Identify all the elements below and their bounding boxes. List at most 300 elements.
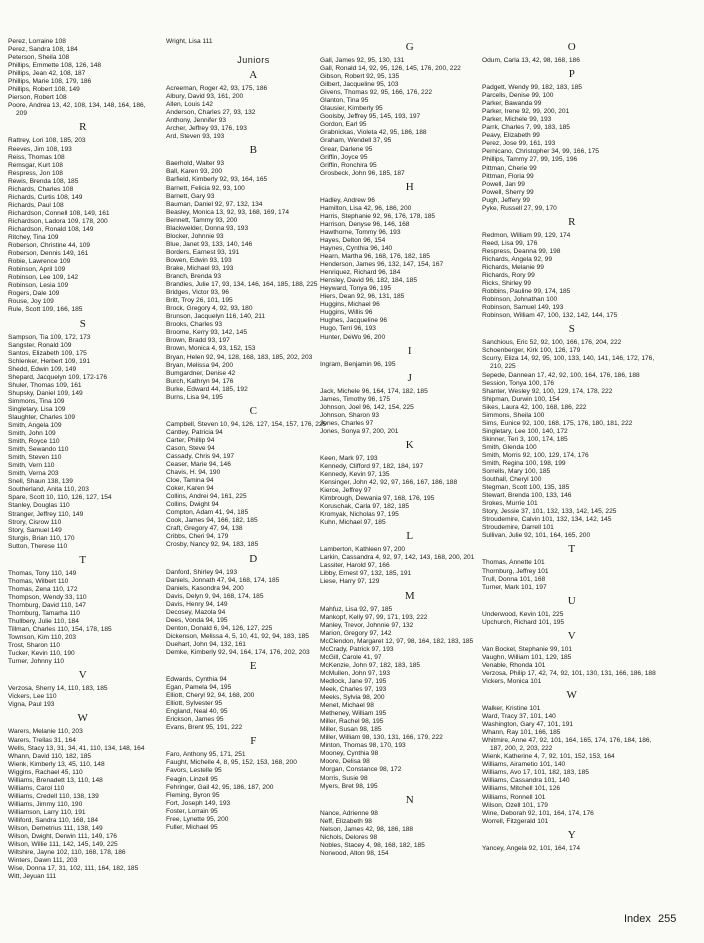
index-entry: Wienk, Katherine 4, 7, 92, 101, 152, 153, 164: [482, 753, 615, 761]
index-entry: Huggins, Willis 96: [320, 309, 373, 317]
index-entry: Witt, Jeyuan 111: [8, 873, 57, 881]
index-entry: Smith, Vern 110: [8, 462, 55, 470]
index-entry: Perez, Sandra 108, 184: [8, 46, 78, 54]
index-entry: Griffin, Ronchira 95: [320, 161, 377, 169]
index-entry: Borders, Earnest 93, 191: [166, 248, 240, 256]
index-entry: Pittman, Cherie 99: [482, 164, 537, 172]
index-entry: Warers, Trellas 31, 164: [8, 736, 76, 744]
index-entry: Archer, Jeffrey 93, 176, 193: [166, 125, 247, 133]
index-entry: Wilson, Demetrius 111, 138, 149: [8, 825, 103, 833]
index-entry: Moore, Delisa 98: [320, 758, 370, 766]
index-entry: Nance, Adrienne 98: [320, 809, 378, 817]
index-entry: Williams, Ronnell 101: [482, 793, 546, 801]
index-entry: Smith, Sewando 110: [8, 446, 69, 454]
index-entry: Hearn, Martha 96, 168, 176, 182, 185: [320, 253, 430, 261]
index-entry: Haynes, Cynthia 96, 140: [320, 244, 393, 252]
index-entry: Gordon, Earl 95: [320, 121, 367, 129]
index-entry: Whann, David 110, 182, 185: [8, 752, 92, 760]
index-entry: Johnson, Sharon 93: [320, 411, 380, 419]
index-entry: Koruschak, Carla 97, 182, 185: [320, 503, 410, 511]
index-entry: Kensinger, John 42, 92, 97, 166, 167, 186, 188: [320, 479, 458, 487]
index-entry: Ward, Tracy 37, 101, 140: [482, 713, 556, 721]
index-entry: Bryan, Melissa 94, 200: [166, 361, 234, 369]
index-entry: Branch, Brenda 93: [166, 273, 221, 281]
index-entry: Stranger, Jeffrey 110, 149: [8, 510, 84, 518]
index-entry: Williams, Airametio 101, 140: [482, 761, 566, 769]
index-entry: Thornburg, Tamarha 110: [8, 610, 80, 617]
index-entry: Nelson, James 42, 98, 186, 188: [320, 825, 414, 833]
index-entry: Hiers, Dean 92, 96, 131, 185: [320, 293, 405, 301]
index-entry: Crosby, Nancy 92, 94, 183, 185: [166, 541, 259, 549]
index-column-4: [482, 38, 662, 853]
index-entry: Scurry, Eliza 14, 92, 95, 100, 133, 140, 141, 146, 172, 176, 210, 225: [482, 355, 655, 371]
index-entry: Brandies, Julie 17, 93, 134, 146, 164, 185, 188, 225: [166, 281, 318, 289]
index-entry: Richards, Paul 108: [8, 201, 64, 209]
index-entry: Cook, James 94, 166, 182, 185: [166, 517, 258, 525]
index-entry: Parker, Michele 99, 193: [482, 116, 552, 124]
index-entry: Davis, Delyn 9, 94, 168, 174, 185: [166, 592, 264, 600]
index-entry: Washington, Gary 47, 101, 191: [482, 721, 574, 729]
index-entry: Huggins, Michael 96: [320, 301, 380, 309]
section-letter-heading: B: [249, 144, 258, 157]
index-entry: Phillips, Robert 108, 149: [8, 86, 80, 94]
index-entry: Gall, Ronald 14, 92, 95, 126, 145, 176, 200, 222: [320, 65, 461, 73]
index-entry: Hamilton, Lisa 42, 96, 186, 200: [320, 204, 412, 212]
section-letter-heading: S: [79, 317, 87, 330]
index-entry: Stroudemire, Darrell 101: [482, 524, 554, 532]
index-entry: Sampson, Tia 109, 172, 173: [8, 333, 91, 341]
index-entry: Feagin, Linzell 95: [166, 775, 218, 783]
index-entry: Rattrey, Lori 108, 185, 203: [8, 137, 86, 145]
index-entry: Glausier, Kimberly 95: [320, 105, 383, 113]
index-entry: Dees, Vonda 94, 195: [166, 616, 228, 624]
index-entry: Walker, Kristine 101: [482, 705, 541, 712]
index-entry: Hayes, Delton 96, 154: [320, 236, 386, 244]
index-entry: Hadley, Andrew 96: [320, 196, 375, 204]
index-entry: Phillips, Marie 108, 179, 186: [8, 78, 92, 86]
index-entry: Smith, Angela 109: [8, 422, 62, 430]
index-entry: Parker, Irene 92, 99, 200, 201: [482, 108, 570, 116]
section-letter-heading: T: [79, 553, 87, 566]
index-entry: Santos, Elizabeth 109, 175: [8, 349, 87, 357]
index-entry: Robinson, April 109: [8, 266, 66, 274]
index-entry: Brown, Monica 4, 93, 152, 153: [166, 345, 256, 353]
index-entry: Southerland, Anita 110, 203: [8, 486, 89, 494]
index-entry: Britt, Troy 26, 101, 195: [166, 297, 233, 305]
index-entry: Sutton, Therese 110: [8, 542, 68, 550]
index-entry: Mahfuz, Lisa 92, 97, 185: [320, 605, 393, 613]
index-entry: Wilson, Ozell 101, 179: [482, 801, 548, 809]
index-entry: Meek, Charles 97, 193: [320, 686, 387, 693]
index-entry: Session, Tonya 100, 176: [482, 379, 555, 387]
index-entry: Bowen, Edwin 93, 193: [166, 256, 232, 264]
section-letter-heading: J: [407, 371, 413, 384]
index-entry: Sepede, Dannean 17, 42, 92, 100, 164, 176, 186, 188: [482, 371, 640, 379]
index-entry: Hugo, Terri 96, 193: [320, 325, 376, 333]
index-entry: Fehringer, Gail 42, 95, 186, 187, 200: [166, 783, 274, 791]
index-entry: Larkin, Cassandra 4, 92, 97, 142, 143, 168, 200, 201: [320, 554, 475, 562]
index-entry: Graham, Wendell 37, 95: [320, 137, 392, 145]
index-entry: Wiggins, Rachael 45, 110: [8, 768, 83, 776]
index-entry: Vaughn, William 101, 129, 185: [482, 653, 572, 661]
index-entry: Pittman, Floria 99: [482, 172, 534, 180]
index-entry: Metheney, William 195: [320, 710, 387, 718]
index-entry: Parker, Bawanda 99: [482, 100, 542, 108]
index-entry: Davis, Henry 94, 149: [166, 600, 228, 608]
index-entry: Richardson, Connell 108, 149, 161: [8, 209, 110, 217]
index-entry: Kuhn, Michael 97, 185: [320, 519, 386, 527]
index-entry: Worrell, Fitzgerald 101: [482, 817, 549, 825]
index-entry: Gibson, Robert 92, 95, 135: [320, 73, 400, 81]
index-entry: Glanton, Tina 95: [320, 97, 369, 105]
index-entry: Anthony, Jennifer 93: [166, 117, 226, 125]
index-entry: Henderson, James 96, 132, 147, 154, 167: [320, 261, 444, 269]
index-entry: Phillips, Tammy 27, 99, 195, 196: [482, 156, 578, 164]
index-entry: Warers, Melanie 110, 203: [8, 728, 83, 736]
index-entry: Tillman, Charles 110, 154, 178, 185: [8, 626, 112, 634]
index-entry: Wright, Lisa 111: [166, 38, 213, 45]
index-entry: Nichols, Delores 98: [320, 833, 378, 841]
index-entry: Burke, Edward 44, 185, 192: [166, 385, 248, 393]
index-entry: Robinson, Lesia 109: [8, 282, 69, 290]
index-entry: McCrady, Patrick 97, 193: [320, 645, 394, 653]
index-entry: Decosey, Mazola 94: [166, 608, 226, 616]
index-entry: Richards, Angela 92, 99: [482, 255, 553, 263]
section-letter-heading: E: [249, 660, 258, 673]
index-entry: Dickenson, Melissa 4, 5, 10, 41, 92, 94, 183, 185: [166, 632, 309, 640]
index-entry: Grear, Darlene 95: [320, 145, 373, 153]
index-entry: Fuller, Michael 95: [166, 823, 218, 831]
index-entry: Verzosa, Sherry 14, 110, 183, 185: [8, 685, 108, 693]
index-entry: Erickson, James 95: [166, 716, 224, 724]
index-entry: Shipman, Durwin 100, 154: [482, 395, 560, 403]
index-entry: Robbins, Pauline 99, 174, 185: [482, 288, 571, 296]
index-entry: Smith, Morris 92, 100, 129, 174, 176: [482, 451, 589, 459]
index-entry: Tucker, Kevin 110, 190: [8, 650, 75, 658]
index-entry: Thomas, Tony 110, 149: [8, 569, 77, 577]
index-entry: Venable, Rhonda 101: [482, 661, 546, 669]
index-entry: Snell, Shaun 138, 139: [8, 478, 73, 486]
index-entry: Cloe, Tamina 94: [166, 477, 214, 485]
index-entry: Smith, Verna 203: [8, 470, 59, 478]
section-letter-heading: P: [568, 68, 576, 81]
index-entry: Anderson, Charles 27, 93, 132: [166, 109, 256, 117]
index-entry: Phillips, Emmette 108, 126, 148: [8, 62, 102, 70]
index-entry: Pugh, Jeffery 99: [482, 196, 530, 204]
section-subheading: Juniors: [237, 55, 270, 66]
spacer: [166, 46, 341, 52]
index-entry: Free, Lynette 95, 200: [166, 815, 229, 823]
index-entry: Srokes, Murrie 101: [482, 500, 538, 508]
section-letter-heading: Y: [567, 828, 577, 841]
index-entry: Parrk, Charles 7, 99, 183, 185: [482, 124, 570, 132]
index-entry: Robinson, Johnathan 100: [482, 296, 558, 304]
index-entry: McKenzie, John 97, 182, 183, 185: [320, 661, 421, 669]
index-entry: Neff, Elizabeth 98: [320, 817, 372, 825]
index-entry: Menet, Michael 98: [320, 702, 374, 710]
index-entry: Odum, Carla 13, 42, 98, 168, 186: [482, 57, 580, 64]
index-entry: Thompson, Wendy 33, 110: [8, 593, 87, 601]
index-entry: Barnett, Gary 93: [166, 192, 215, 200]
index-entry: Wise, Donna 17, 31, 102, 111, 164, 182, 185: [8, 865, 139, 873]
index-entry: Daniels, Jonnath 47, 94, 168, 174, 185: [166, 576, 280, 584]
index-entry: Vickers, Monica 101: [482, 677, 542, 685]
index-entry: Barfield, Kimberly 92, 93, 164, 165: [166, 176, 268, 184]
index-entry: Singletary, Lee 100, 140, 172: [482, 427, 568, 435]
index-entry: Henriquez, Richard 96, 184: [320, 269, 401, 277]
index-entry: Powell, Sherry 99: [482, 188, 534, 196]
index-entry: Bridges, Victor 93, 96: [166, 289, 229, 297]
index-entry: Sullivan, Julie 92, 101, 164, 165, 200: [482, 532, 591, 540]
index-entry: Turner, Johnny 110: [8, 658, 65, 666]
index-entry: Jack, Michele 96, 164, 174, 182, 185: [320, 387, 428, 395]
index-entry: Wilson, Willie 111, 142, 145, 149, 225: [8, 841, 118, 849]
index-entry: Myers, Bret 98, 195: [320, 782, 378, 790]
index-entry: Medlock, Jane 97, 195: [320, 677, 387, 685]
index-entry: Harrison, Denyse 96, 146, 168: [320, 220, 410, 228]
index-entry: Richards, Rory 99: [482, 272, 535, 280]
index-entry: Skinner, Teri 3, 100, 174, 185: [482, 435, 568, 443]
index-entry: Shedd, Edwin 109, 149: [8, 365, 77, 373]
index-entry: Williams, Jimmy 110, 190: [8, 800, 83, 808]
index-entry: Thomas, Wilbert 110: [8, 577, 69, 585]
index-entry: Allen, Louis 142: [166, 101, 213, 109]
index-entry: Respress, Jon 108: [8, 169, 63, 177]
index-entry: Perez, Jose 99, 161, 193: [482, 140, 556, 148]
index-entry: Thornburg, David 110, 147: [8, 601, 86, 609]
index-entry: Kennedy, Kevin 97, 135: [320, 470, 390, 478]
index-entry: Roberson, Dennis 149, 161: [8, 250, 89, 258]
index-entry: Brown, Bradd 93, 197: [166, 337, 230, 345]
index-entry: Craft, Gregory 47, 94, 138: [166, 525, 243, 533]
index-entry: Keen, Mark 97, 193: [320, 454, 378, 462]
index-entry: Kierce, Jeffrey 97: [320, 487, 372, 495]
section-letter-heading: L: [406, 530, 414, 543]
index-entry: Trost, Sharon 110: [8, 642, 61, 650]
index-entry: Respress, Deanna 99, 198: [482, 247, 561, 255]
index-entry: Evans, Brent 95, 191, 222: [166, 724, 243, 732]
index-entry: Sanchious, Eric 52, 92, 100, 166, 176, 204, 222: [482, 339, 622, 347]
index-entry: Cassady, Chris 94, 197: [166, 452, 235, 460]
index-entry: Reiss, Thomas 108: [8, 153, 65, 161]
index-entry: McClendon, Margaret 12, 97, 98, 164, 182, 183, 185: [320, 637, 474, 645]
index-entry: Johnson, Joel 96, 142, 154, 225: [320, 403, 414, 411]
index-entry: Grosbeck, John 96, 185, 187: [320, 169, 405, 177]
index-entry: Shanter, Wesley 92, 100, 129, 174, 178, 222: [482, 387, 613, 395]
index-entry: Peterson, Sheila 108: [8, 54, 70, 62]
index-entry: Griffin, Joyce 95: [320, 153, 368, 161]
index-entry: Compton, Adam 41, 94, 185: [166, 509, 249, 517]
index-entry: Marion, Gregory 97, 142: [320, 629, 392, 637]
index-entry: Givens, Thomas 92, 95, 166, 176, 222: [320, 89, 433, 97]
section-letter-heading: W: [566, 689, 578, 701]
index-entry: Shepard, Jacquelyn 109, 172-176: [8, 373, 107, 381]
section-letter-heading: R: [79, 121, 87, 134]
index-entry: Redmon, William 99, 129, 174: [482, 231, 571, 239]
index-entry: Richardson, Ladora 109, 178, 200: [8, 217, 108, 225]
index-entry: Blocker, Johnnie 93: [166, 232, 224, 240]
index-entry: Hensley, David 96, 182, 184, 185: [320, 277, 418, 285]
index-entry: Brunson, Jacquelyn 116, 140, 211: [166, 313, 266, 321]
index-entry: Edwards, Cynthia 94: [166, 676, 227, 684]
index-entry: Shuler, Thomas 109, 161: [8, 381, 82, 389]
index-entry: Pyke, Russell 27, 99, 170: [482, 204, 557, 212]
index-entry: Poore, Andrea 13, 42, 108, 134, 148, 164, 186, 209: [8, 102, 146, 118]
index-entry: Denton, Donald 6, 94, 126, 127, 225: [166, 624, 273, 632]
index-entry: Verzosa, Philip 17, 42, 74, 92, 101, 130, 131, 166, 186, 188: [482, 669, 656, 677]
index-entry: Mooney, Cynthia 98: [320, 750, 379, 758]
index-entry: Nobles, Stacey 4, 98, 168, 182, 185: [320, 841, 425, 849]
index-entry: Carter, Phillip 94: [166, 436, 215, 444]
index-entry: Kromyak, Nicholas 97, 195: [320, 511, 399, 519]
section-letter-heading: D: [249, 552, 258, 565]
index-entry: Turner, Mark 101, 197: [482, 583, 547, 591]
index-entry: McGill, Carole 41, 97: [320, 653, 382, 661]
index-entry: Strory, Cisrow 110: [8, 518, 62, 526]
index-entry: Townson, Kim 110, 203: [8, 634, 77, 642]
section-letter-heading: F: [250, 735, 257, 748]
index-entry: Kimbrough, Dewania 97, 168, 176, 195: [320, 495, 435, 503]
index-entry: McMullen, John 97, 193: [320, 669, 391, 677]
index-entry: Kennedy, Clifford 97, 182, 184, 197: [320, 462, 424, 470]
index-entry: Fort, Joseph 149, 193: [166, 799, 231, 807]
section-letter-heading: I: [407, 344, 413, 357]
index-entry: Sikes, Laura 42, 100, 168, 186, 222: [482, 403, 587, 411]
index-entry: Stroudemire, Calvin 101, 132, 134, 142, 145: [482, 516, 612, 524]
index-entry: Minton, Thomas 98, 170, 193: [320, 742, 406, 750]
index-entry: Cantley, Patricia 94: [166, 428, 223, 436]
section-letter-heading: A: [249, 69, 258, 82]
index-entry: England, Neal 40, 95: [166, 708, 228, 716]
index-entry: Slaughter, Charles 109: [8, 413, 76, 421]
index-entry: Williams, Credell 110, 138, 139: [8, 792, 99, 800]
index-entry: Ard, Steven 93, 193: [166, 133, 225, 141]
section-letter-heading: M: [404, 589, 416, 602]
section-letter-heading: W: [77, 712, 89, 725]
index-entry: Meeks, Sylvia 98, 200: [320, 694, 385, 702]
section-letter-heading: V: [78, 669, 88, 682]
index-entry: Van Bockel, Stephanie 99, 101: [482, 645, 573, 653]
index-entry: Roberson, Christine 44, 109: [8, 242, 91, 250]
index-entry: Robie, Lawrence 109: [8, 258, 71, 266]
index-entry: Beasley, Monica 13, 92, 93, 168, 169, 174: [166, 208, 290, 216]
index-entry: Williamson, Larry 110, 191: [8, 808, 86, 816]
index-entry: Trull, Donna 101, 168: [482, 575, 546, 583]
index-entry: Rogers, Dale 109: [8, 290, 60, 298]
index-entry: Stanley, Douglas 110: [8, 502, 70, 510]
index-entry: Bumgardner, Denise 42: [166, 369, 236, 377]
index-entry: Stewart, Brenda 100, 133, 146: [482, 492, 572, 500]
index-entry: Hawthorne, Tommy 96, 193: [320, 228, 401, 236]
section-letter-heading: U: [567, 594, 577, 607]
index-entry: Sangster, Ronald 109: [8, 341, 72, 349]
index-entry: Williford, Sandra 110, 168, 184: [8, 816, 99, 824]
index-entry: Ceaser, Marie 94, 146: [166, 461, 231, 469]
index-entry: Burch, Kathryn 94, 176: [166, 377, 234, 385]
index-entry: Grabnickas, Violeta 42, 95, 186, 188: [320, 129, 427, 137]
index-entry: Campbell, Steven 10, 94, 126, 127, 154, 157, 176, 225: [166, 420, 327, 428]
index-entry: Fleming, Byron 95: [166, 791, 220, 799]
index-entry: Story, Samuel 149: [8, 526, 62, 534]
index-entry: Jones, Sonya 97, 200, 201: [320, 427, 399, 435]
index-entry: Daniels, Kasondra 94, 200: [166, 584, 244, 592]
index-entry: Smith, Regina 100, 198, 199: [482, 460, 566, 468]
index-entry: Manley, Trevor, Johnnie 97, 132: [320, 621, 414, 629]
index-entry: Acreeman, Roger 42, 93, 175, 186: [166, 85, 268, 93]
index-entry: Blue, Janet 93, 133, 140, 146: [166, 240, 253, 248]
index-entry: Ritchey, Tina 109: [8, 234, 59, 242]
index-entry: Coker, Karen 94: [166, 485, 214, 493]
section-letter-heading: T: [568, 543, 576, 556]
index-entry: Smith, Royce 110: [8, 438, 60, 446]
index-entry: Elliott, Sylvester 95: [166, 700, 223, 708]
index-entry: Cason, Steve 94: [166, 444, 215, 452]
index-entry: Wiltshire, Jayne 102, 110, 168, 178, 186: [8, 849, 126, 857]
index-entry: Bauman, Daniel 92, 97, 132, 134: [166, 200, 263, 208]
index-entry: Elliott, Cheryl 92, 94, 168, 200: [166, 692, 255, 700]
index-entry: Thomas, Zena 110, 172: [8, 585, 78, 593]
index-entry: Ball, Karen 93, 200: [166, 168, 223, 176]
index-column-3: [320, 38, 500, 858]
index-entry: Richards, Charles 108: [8, 185, 74, 193]
index-entry: Sorrells, Mary 100, 185: [482, 468, 551, 476]
page-footer: [620, 913, 676, 925]
index-column-2: [166, 38, 341, 832]
footer-label: Index: [624, 913, 651, 925]
index-entry: Perez, Lorraine 108: [8, 38, 66, 45]
index-entry: Broome, Kerry 93, 142, 145: [166, 329, 248, 337]
index-entry: Williams, Carol 110: [8, 784, 65, 792]
index-entry: Vigna, Paul 193: [8, 701, 55, 709]
index-entry: Richards, Curtis 108, 149: [8, 193, 83, 201]
index-entry: Cribbs, Cheri 94, 179: [166, 533, 229, 541]
index-entry: Rewis, Brenda 108, 185: [8, 177, 79, 185]
section-letter-heading: R: [568, 215, 576, 228]
index-entry: Smith, Glenda 100: [482, 443, 537, 451]
index-entry: Ingram, Benjamin 96, 195: [320, 360, 396, 368]
index-entry: Harris, Stephanie 92, 96, 176, 178, 185: [320, 212, 436, 220]
index-entry: Story, Jessie 37, 101, 132, 133, 142, 145, 225: [482, 508, 617, 516]
index-entry: Vickers, Lee 110: [8, 693, 57, 701]
index-entry: Williams, Brenadett 13, 110, 148: [8, 776, 103, 784]
index-entry: Bryan, Helen 92, 94, 128, 168, 183, 185, 202, 203: [166, 353, 313, 361]
index-entry: Gall, James 92, 95, 130, 131: [320, 57, 405, 64]
index-entry: Jones, Charles 97: [320, 419, 374, 427]
index-entry: Bennett, Tammy 93, 200: [166, 216, 238, 224]
index-entry: Liese, Harry 97, 129: [320, 578, 380, 586]
section-letter-heading: K: [405, 438, 415, 451]
index-entry: Duehart, John 94, 132, 161: [166, 640, 246, 648]
index-entry: Barnett, Felicia 92, 93, 100: [166, 184, 245, 192]
index-entry: Wilson, Dwight, Derwin 111, 149, 176: [8, 833, 117, 841]
section-letter-heading: V: [567, 629, 577, 642]
index-entry: Simmons, Sheila 100: [482, 411, 545, 419]
index-entry: Peavy, Elizabeth 99: [482, 132, 540, 140]
section-letter-heading: C: [249, 404, 258, 417]
index-entry: Libby, Ernest 97, 132, 185, 191: [320, 570, 412, 578]
index-entry: Ricks, Shirley 99: [482, 280, 532, 288]
index-entry: Gilbert, Jacqueline 95, 103: [320, 81, 399, 89]
index-entry: Reed, Lisa 99, 176: [482, 239, 538, 247]
index-entry: Collins, Dwight 94: [166, 501, 219, 509]
index-entry: Parcells, Denise 99, 100: [482, 92, 554, 100]
index-entry: Williams, Cassandra 101, 140: [482, 777, 570, 785]
index-entry: Williams, Avo 17, 101, 182, 183, 185: [482, 769, 589, 777]
index-entry: Lamberton, Kathleen 97, 200: [320, 546, 406, 554]
index-entry: Richards, Melanie 99: [482, 263, 544, 271]
section-letter-heading: O: [567, 41, 577, 53]
index-entry: Danford, Shirley 94, 193: [166, 568, 238, 576]
